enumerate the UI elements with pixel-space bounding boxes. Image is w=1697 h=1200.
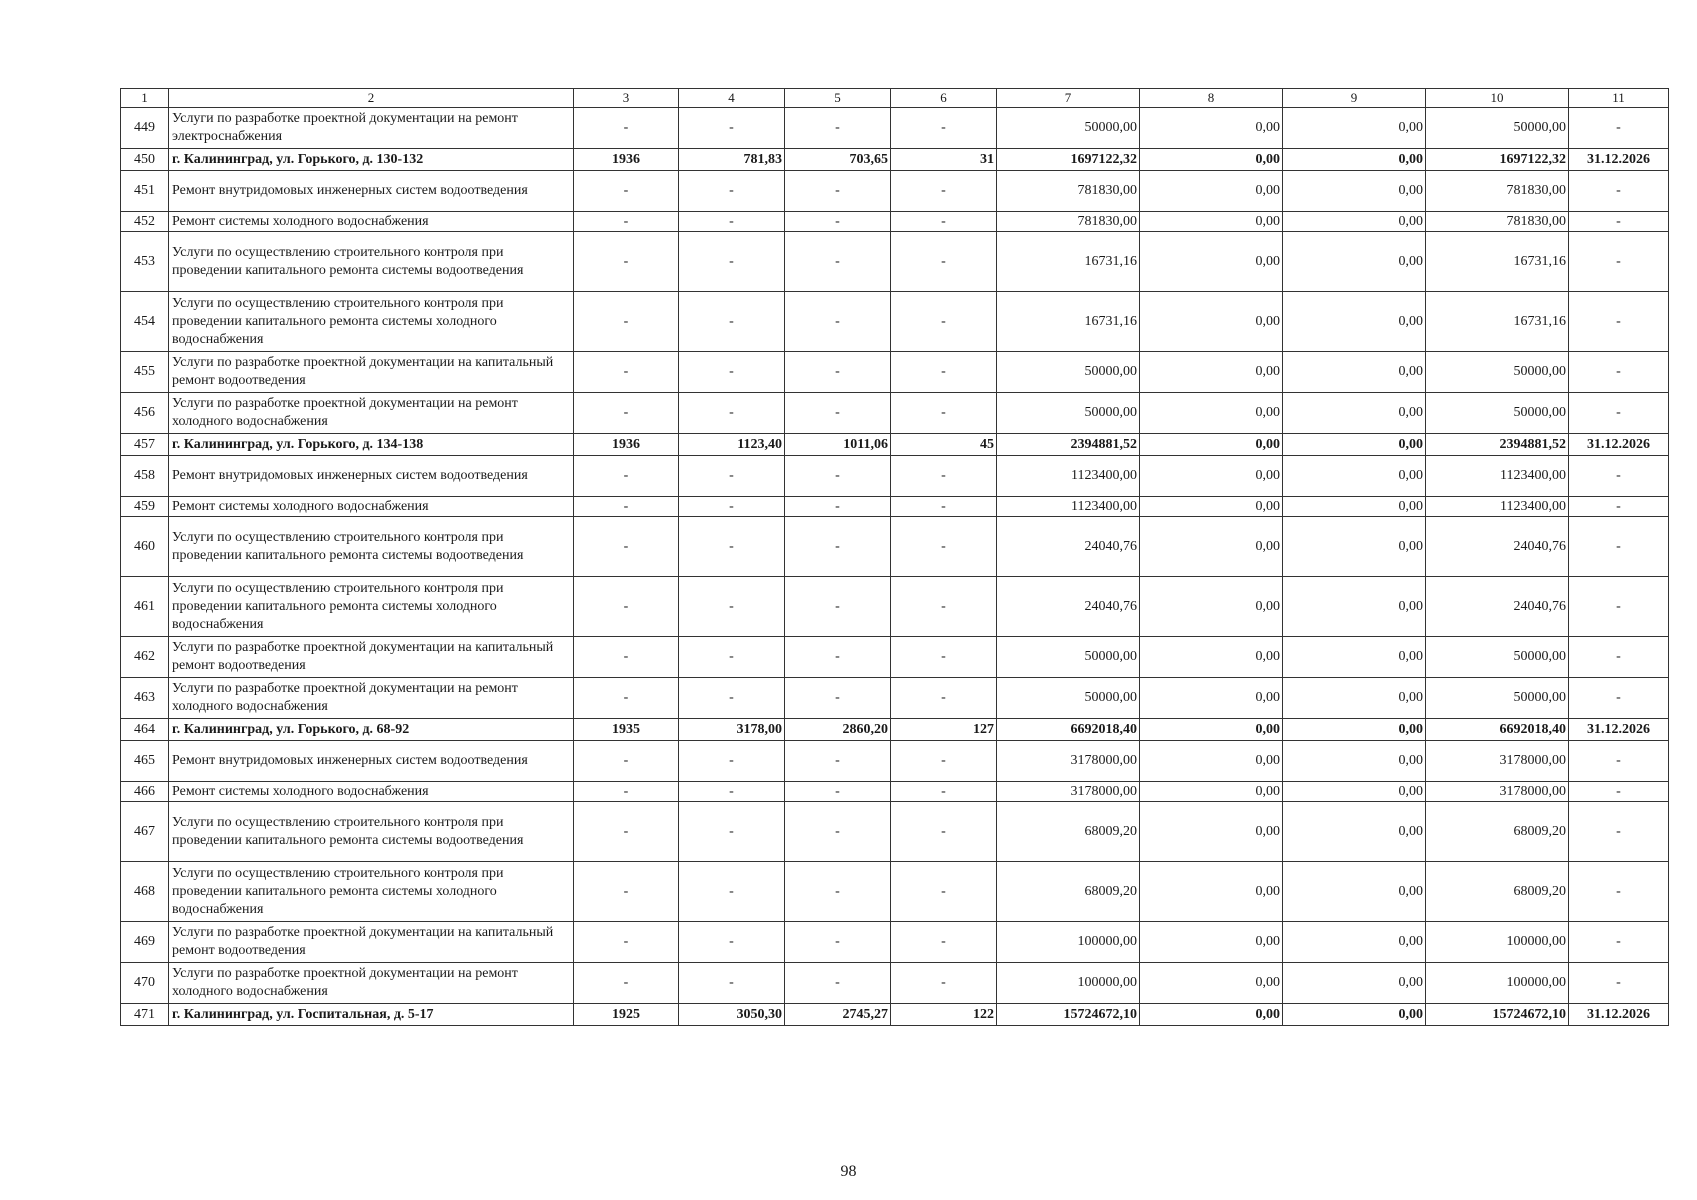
table-cell-col3: - (574, 292, 679, 352)
table-cell-col1: 469 (121, 922, 169, 963)
table-cell-col9: 0,00 (1283, 922, 1426, 963)
table-cell-col4: - (679, 782, 785, 802)
table-cell-col3: - (574, 232, 679, 292)
column-number-6: 6 (891, 89, 997, 108)
table-cell-col11: - (1569, 497, 1669, 517)
table-cell-col8: 0,00 (1140, 352, 1283, 393)
table-cell-col10: 1697122,32 (1426, 149, 1569, 171)
table-cell-col9: 0,00 (1283, 1004, 1426, 1026)
table-cell-col2: Услуги по разработке проектной документации на ремонт холодного водоснабжения (169, 963, 574, 1004)
table-cell-col2: Ремонт системы холодного водоснабжения (169, 497, 574, 517)
table-cell-col1: 470 (121, 963, 169, 1004)
table-cell-col2: г. Калининград, ул. Горького, д. 130-132 (169, 149, 574, 171)
table-cell-col8: 0,00 (1140, 678, 1283, 719)
table-cell-col2: Услуги по осуществлению строительного контроля при проведении капитального ремонта системы холодного водоснабжения (169, 862, 574, 922)
table-cell-col5: - (785, 456, 891, 497)
service-row (121, 577, 1669, 637)
table-cell-col3: 1935 (574, 719, 679, 741)
table-cell-col1: 466 (121, 782, 169, 802)
table-cell-col9: 0,00 (1283, 741, 1426, 782)
table-cell-col11: 31.12.2026 (1569, 719, 1669, 741)
table-cell-col4: 1123,40 (679, 434, 785, 456)
table-cell-col3: - (574, 577, 679, 637)
table-cell-col10: 50000,00 (1426, 108, 1569, 149)
table-cell-col7: 781830,00 (997, 212, 1140, 232)
service-row (121, 171, 1669, 212)
table-cell-col10: 50000,00 (1426, 678, 1569, 719)
table-cell-col2: Услуги по разработке проектной документации на капитальный ремонт водоотведения (169, 637, 574, 678)
service-row (121, 963, 1669, 1004)
table-cell-col10: 781830,00 (1426, 212, 1569, 232)
table-cell-col4: - (679, 352, 785, 393)
table-cell-col4: - (679, 171, 785, 212)
table-cell-col7: 1697122,32 (997, 149, 1140, 171)
table-cell-col6: - (891, 456, 997, 497)
table-cell-col11: - (1569, 741, 1669, 782)
table-cell-col1: 457 (121, 434, 169, 456)
table-cell-col1: 460 (121, 517, 169, 577)
table-cell-col5: 2860,20 (785, 719, 891, 741)
table-cell-col3: - (574, 456, 679, 497)
table-cell-col5: - (785, 171, 891, 212)
column-number-8: 8 (1140, 89, 1283, 108)
table-cell-col10: 3178000,00 (1426, 741, 1569, 782)
service-row (121, 802, 1669, 862)
service-row (121, 741, 1669, 782)
table-cell-col11: - (1569, 456, 1669, 497)
table-cell-col2: Услуги по осуществлению строительного контроля при проведении капитального ремонта системы холодного водоснабжения (169, 292, 574, 352)
address-row (121, 434, 1669, 456)
table-cell-col6: 31 (891, 149, 997, 171)
table-cell-col1: 450 (121, 149, 169, 171)
table-cell-col1: 458 (121, 456, 169, 497)
table-cell-col2: Услуги по разработке проектной документации на ремонт холодного водоснабжения (169, 678, 574, 719)
table-cell-col10: 50000,00 (1426, 352, 1569, 393)
table-cell-col5: - (785, 393, 891, 434)
table-cell-col5: - (785, 577, 891, 637)
table-cell-col2: Ремонт системы холодного водоснабжения (169, 782, 574, 802)
table-cell-col8: 0,00 (1140, 719, 1283, 741)
table-cell-col9: 0,00 (1283, 108, 1426, 149)
table-cell-col4: 3050,30 (679, 1004, 785, 1026)
table-cell-col9: 0,00 (1283, 352, 1426, 393)
table-cell-col3: - (574, 963, 679, 1004)
table-cell-col6: - (891, 922, 997, 963)
table-cell-col1: 471 (121, 1004, 169, 1026)
table-cell-col9: 0,00 (1283, 637, 1426, 678)
column-number-10: 10 (1426, 89, 1569, 108)
column-number-4: 4 (679, 89, 785, 108)
table-cell-col8: 0,00 (1140, 212, 1283, 232)
table-cell-col4: - (679, 922, 785, 963)
table-cell-col2: Услуги по разработке проектной документации на ремонт электроснабжения (169, 108, 574, 149)
column-number-1: 1 (121, 89, 169, 108)
table-cell-col7: 16731,16 (997, 292, 1140, 352)
table-cell-col5: - (785, 517, 891, 577)
service-row (121, 456, 1669, 497)
table-cell-col6: - (891, 232, 997, 292)
table-cell-col4: - (679, 517, 785, 577)
table-cell-col9: 0,00 (1283, 963, 1426, 1004)
table-cell-col7: 50000,00 (997, 637, 1140, 678)
service-row (121, 352, 1669, 393)
table-cell-col4: - (679, 292, 785, 352)
table-cell-col6: - (891, 741, 997, 782)
address-row (121, 719, 1669, 741)
column-number-9: 9 (1283, 89, 1426, 108)
table-cell-col7: 1123400,00 (997, 456, 1140, 497)
table-cell-col5: 703,65 (785, 149, 891, 171)
table-cell-col9: 0,00 (1283, 517, 1426, 577)
table-cell-col1: 462 (121, 637, 169, 678)
table-cell-col1: 464 (121, 719, 169, 741)
service-row (121, 497, 1669, 517)
table-cell-col6: - (891, 292, 997, 352)
table-cell-col5: - (785, 782, 891, 802)
column-number-7: 7 (997, 89, 1140, 108)
table-cell-col11: - (1569, 862, 1669, 922)
table-cell-col4: - (679, 232, 785, 292)
table-cell-col11: 31.12.2026 (1569, 434, 1669, 456)
table-cell-col8: 0,00 (1140, 497, 1283, 517)
table-cell-col5: 1011,06 (785, 434, 891, 456)
table-cell-col2: Ремонт внутридомовых инженерных систем водоотведения (169, 741, 574, 782)
table-cell-col1: 453 (121, 232, 169, 292)
table-cell-col3: - (574, 517, 679, 577)
table-cell-col9: 0,00 (1283, 292, 1426, 352)
table-cell-col10: 100000,00 (1426, 963, 1569, 1004)
table-cell-col11: - (1569, 577, 1669, 637)
table-cell-col4: 781,83 (679, 149, 785, 171)
service-row (121, 862, 1669, 922)
table-cell-col8: 0,00 (1140, 517, 1283, 577)
table-cell-col5: - (785, 802, 891, 862)
table-cell-col8: 0,00 (1140, 232, 1283, 292)
table-cell-col4: - (679, 497, 785, 517)
table-cell-col4: - (679, 393, 785, 434)
table-cell-col4: - (679, 802, 785, 862)
table-cell-col10: 15724672,10 (1426, 1004, 1569, 1026)
table-cell-col8: 0,00 (1140, 149, 1283, 171)
table-cell-col6: 127 (891, 719, 997, 741)
table-cell-col7: 24040,76 (997, 517, 1140, 577)
table-cell-col10: 6692018,40 (1426, 719, 1569, 741)
table-cell-col4: - (679, 963, 785, 1004)
table-cell-col1: 452 (121, 212, 169, 232)
table-cell-col9: 0,00 (1283, 862, 1426, 922)
table-cell-col7: 100000,00 (997, 963, 1140, 1004)
table-cell-col5: - (785, 963, 891, 1004)
table-cell-col2: г. Калининград, ул. Горького, д. 134-138 (169, 434, 574, 456)
table-cell-col5: - (785, 108, 891, 149)
table-cell-col8: 0,00 (1140, 637, 1283, 678)
table-cell-col9: 0,00 (1283, 719, 1426, 741)
table-cell-col1: 454 (121, 292, 169, 352)
service-row (121, 292, 1669, 352)
table-cell-col3: - (574, 862, 679, 922)
table-cell-col4: - (679, 577, 785, 637)
table-cell-col3: - (574, 352, 679, 393)
table-cell-col1: 465 (121, 741, 169, 782)
table-cell-col5: - (785, 292, 891, 352)
table-cell-col11: - (1569, 963, 1669, 1004)
table-cell-col5: - (785, 232, 891, 292)
table-cell-col8: 0,00 (1140, 292, 1283, 352)
table-cell-col1: 451 (121, 171, 169, 212)
table-cell-col7: 1123400,00 (997, 497, 1140, 517)
table-cell-col9: 0,00 (1283, 434, 1426, 456)
table-cell-col10: 16731,16 (1426, 292, 1569, 352)
table-cell-col2: Услуги по осуществлению строительного контроля при проведении капитального ремонта системы водоотведения (169, 232, 574, 292)
table-cell-col10: 68009,20 (1426, 802, 1569, 862)
table-cell-col3: - (574, 741, 679, 782)
table-cell-col6: - (891, 352, 997, 393)
column-number-5: 5 (785, 89, 891, 108)
table-cell-col7: 50000,00 (997, 678, 1140, 719)
table-cell-col9: 0,00 (1283, 212, 1426, 232)
table-cell-col10: 16731,16 (1426, 232, 1569, 292)
table-cell-col6: - (891, 171, 997, 212)
table-cell-col7: 100000,00 (997, 922, 1140, 963)
column-number-11: 11 (1569, 89, 1669, 108)
table-cell-col10: 781830,00 (1426, 171, 1569, 212)
table-cell-col8: 0,00 (1140, 434, 1283, 456)
table-cell-col7: 50000,00 (997, 108, 1140, 149)
table-cell-col1: 449 (121, 108, 169, 149)
table-cell-col3: - (574, 678, 679, 719)
column-numbers-row (121, 89, 1669, 108)
table-cell-col7: 3178000,00 (997, 741, 1140, 782)
table-cell-col11: - (1569, 352, 1669, 393)
table-cell-col6: - (891, 393, 997, 434)
table-cell-col8: 0,00 (1140, 802, 1283, 862)
table-cell-col4: - (679, 212, 785, 232)
table-cell-col6: 45 (891, 434, 997, 456)
column-number-2: 2 (169, 89, 574, 108)
table-cell-col6: - (891, 678, 997, 719)
table-cell-col11: 31.12.2026 (1569, 1004, 1669, 1026)
table-cell-col8: 0,00 (1140, 171, 1283, 212)
table-cell-col4: - (679, 741, 785, 782)
table-cell-col2: г. Калининград, ул. Горького, д. 68-92 (169, 719, 574, 741)
table-cell-col6: - (891, 963, 997, 1004)
table-cell-col3: 1925 (574, 1004, 679, 1026)
table-cell-col7: 3178000,00 (997, 782, 1140, 802)
table-cell-col8: 0,00 (1140, 862, 1283, 922)
table-cell-col7: 2394881,52 (997, 434, 1140, 456)
service-row (121, 782, 1669, 802)
table-cell-col10: 24040,76 (1426, 517, 1569, 577)
table-cell-col1: 463 (121, 678, 169, 719)
table-cell-col4: - (679, 637, 785, 678)
table-cell-col11: - (1569, 232, 1669, 292)
service-row (121, 212, 1669, 232)
table-cell-col9: 0,00 (1283, 232, 1426, 292)
page-number: 98 (840, 1163, 857, 1180)
table-cell-col10: 100000,00 (1426, 922, 1569, 963)
table-cell-col11: - (1569, 802, 1669, 862)
table-cell-col9: 0,00 (1283, 678, 1426, 719)
table-cell-col2: Услуги по разработке проектной документации на капитальный ремонт водоотведения (169, 922, 574, 963)
table-cell-col4: 3178,00 (679, 719, 785, 741)
table-cell-col2: г. Калининград, ул. Госпитальная, д. 5-17 (169, 1004, 574, 1026)
table-cell-col6: - (891, 862, 997, 922)
table-cell-col5: - (785, 862, 891, 922)
table-cell-col9: 0,00 (1283, 497, 1426, 517)
table-cell-col5: - (785, 497, 891, 517)
table-cell-col8: 0,00 (1140, 782, 1283, 802)
table-cell-col2: Ремонт системы холодного водоснабжения (169, 212, 574, 232)
table-cell-col5: - (785, 678, 891, 719)
table-cell-col9: 0,00 (1283, 802, 1426, 862)
table-cell-col11: - (1569, 637, 1669, 678)
table-cell-col2: Услуги по осуществлению строительного контроля при проведении капитального ремонта системы водоотведения (169, 802, 574, 862)
table-cell-col7: 781830,00 (997, 171, 1140, 212)
table-cell-col10: 2394881,52 (1426, 434, 1569, 456)
table-cell-col11: - (1569, 678, 1669, 719)
table-cell-col6: - (891, 577, 997, 637)
table-cell-col3: 1936 (574, 434, 679, 456)
table-cell-col8: 0,00 (1140, 108, 1283, 149)
service-row (121, 108, 1669, 149)
table-cell-col10: 3178000,00 (1426, 782, 1569, 802)
table-cell-col3: - (574, 497, 679, 517)
table-cell-col6: - (891, 517, 997, 577)
table-cell-col3: - (574, 802, 679, 862)
table-cell-col2: Ремонт внутридомовых инженерных систем водоотведения (169, 171, 574, 212)
table-cell-col11: - (1569, 782, 1669, 802)
table-cell-col5: - (785, 212, 891, 232)
table-cell-col7: 15724672,10 (997, 1004, 1140, 1026)
column-number-3: 3 (574, 89, 679, 108)
table-cell-col6: - (891, 108, 997, 149)
table-cell-col11: - (1569, 108, 1669, 149)
table-cell-col7: 50000,00 (997, 352, 1140, 393)
table-cell-col8: 0,00 (1140, 393, 1283, 434)
table-cell-col4: - (679, 678, 785, 719)
table-cell-col9: 0,00 (1283, 577, 1426, 637)
table-cell-col11: 31.12.2026 (1569, 149, 1669, 171)
table-cell-col1: 459 (121, 497, 169, 517)
table-cell-col8: 0,00 (1140, 577, 1283, 637)
service-row (121, 678, 1669, 719)
table-cell-col7: 24040,76 (997, 577, 1140, 637)
table-cell-col10: 1123400,00 (1426, 456, 1569, 497)
table-cell-col3: 1936 (574, 149, 679, 171)
table-cell-col1: 455 (121, 352, 169, 393)
table-cell-col11: - (1569, 292, 1669, 352)
table-cell-col9: 0,00 (1283, 456, 1426, 497)
table-cell-col6: 122 (891, 1004, 997, 1026)
table-cell-col11: - (1569, 922, 1669, 963)
table-cell-col5: - (785, 741, 891, 782)
table-cell-col8: 0,00 (1140, 741, 1283, 782)
table-cell-col7: 68009,20 (997, 862, 1140, 922)
table-cell-col2: Услуги по осуществлению строительного контроля при проведении капитального ремонта системы водоотведения (169, 517, 574, 577)
table-cell-col2: Ремонт внутридомовых инженерных систем водоотведения (169, 456, 574, 497)
table-cell-col10: 1123400,00 (1426, 497, 1569, 517)
table-cell-col1: 461 (121, 577, 169, 637)
table-cell-col2: Услуги по осуществлению строительного контроля при проведении капитального ремонта системы холодного водоснабжения (169, 577, 574, 637)
table-cell-col1: 467 (121, 802, 169, 862)
table-cell-col6: - (891, 497, 997, 517)
table-cell-col3: - (574, 922, 679, 963)
table-cell-col3: - (574, 108, 679, 149)
address-row (121, 149, 1669, 171)
table-cell-col10: 50000,00 (1426, 393, 1569, 434)
table-cell-col7: 6692018,40 (997, 719, 1140, 741)
table-cell-col4: - (679, 862, 785, 922)
table-cell-col4: - (679, 108, 785, 149)
table-cell-col3: - (574, 637, 679, 678)
table-cell-col3: - (574, 393, 679, 434)
table-cell-col3: - (574, 782, 679, 802)
table-cell-col9: 0,00 (1283, 171, 1426, 212)
table-cell-col7: 16731,16 (997, 232, 1140, 292)
table-cell-col4: - (679, 456, 785, 497)
table-cell-col11: - (1569, 517, 1669, 577)
table-cell-col1: 468 (121, 862, 169, 922)
table-cell-col6: - (891, 637, 997, 678)
service-row (121, 232, 1669, 292)
table-cell-col5: - (785, 922, 891, 963)
table-cell-col10: 50000,00 (1426, 637, 1569, 678)
table-cell-col9: 0,00 (1283, 149, 1426, 171)
table-cell-col8: 0,00 (1140, 922, 1283, 963)
table-cell-col6: - (891, 212, 997, 232)
program-table (120, 88, 1669, 1026)
table-cell-col1: 456 (121, 393, 169, 434)
table-cell-col8: 0,00 (1140, 456, 1283, 497)
service-row (121, 637, 1669, 678)
table-cell-col7: 68009,20 (997, 802, 1140, 862)
table-cell-col9: 0,00 (1283, 393, 1426, 434)
table-cell-col11: - (1569, 393, 1669, 434)
table-cell-col6: - (891, 782, 997, 802)
table-cell-col9: 0,00 (1283, 782, 1426, 802)
table-cell-col7: 50000,00 (997, 393, 1140, 434)
address-row (121, 1004, 1669, 1026)
table-cell-col5: 2745,27 (785, 1004, 891, 1026)
table-cell-col3: - (574, 212, 679, 232)
table-cell-col10: 24040,76 (1426, 577, 1569, 637)
table-cell-col6: - (891, 802, 997, 862)
table-cell-col5: - (785, 352, 891, 393)
table-cell-col10: 68009,20 (1426, 862, 1569, 922)
table-cell-col11: - (1569, 171, 1669, 212)
table-cell-col3: - (574, 171, 679, 212)
table-cell-col8: 0,00 (1140, 963, 1283, 1004)
service-row (121, 517, 1669, 577)
table-cell-col2: Услуги по разработке проектной документации на капитальный ремонт водоотведения (169, 352, 574, 393)
service-row (121, 922, 1669, 963)
table-cell-col2: Услуги по разработке проектной документации на ремонт холодного водоснабжения (169, 393, 574, 434)
table-cell-col5: - (785, 637, 891, 678)
table-cell-col11: - (1569, 212, 1669, 232)
table-cell-col8: 0,00 (1140, 1004, 1283, 1026)
service-row (121, 393, 1669, 434)
